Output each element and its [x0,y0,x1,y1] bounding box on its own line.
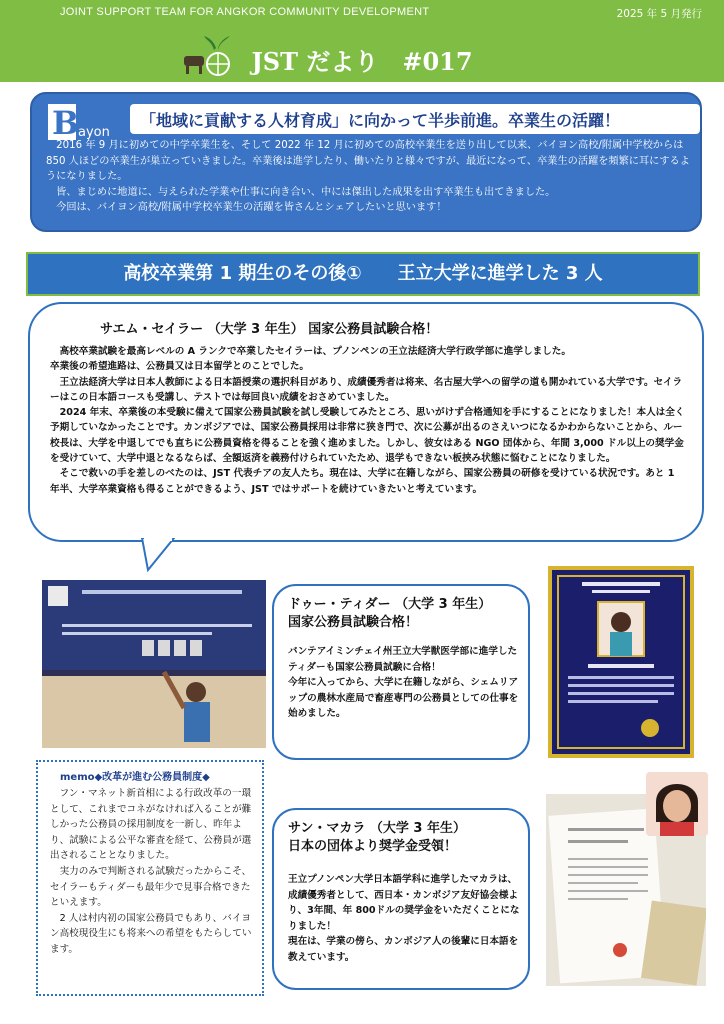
story-paragraph: 2024 年末、卒業後の本受験に備えて国家公務員試験を試し受験してみたところ、思いがけず合格通知を手にすることになりました！本人は全く予期していなかったことです。カンボジアでは、国家公務員採用は非常に狭き門で、次に公募が出るのさえいつになるかわからないことから、ルー校長は、大学を中退してでも直ちに公務員資格を得ることを強く進めました。しかし、彼女はある NGO 団体から、年間 3,000 ドル以上の奨学金を受けていて、大学中退となるならば、全額返済を義務付けられていたため、退学もできない板挟み状態に悩むことになりました。 [50,407,685,465]
story-paragraph: そこで救いの手を差しのべたのは、JST 代表チアの友人たち。現在は、大学に在籍しながら、国家公務員の研修を受けている状況です。あと 1 年半、大学卒業資格も得ることができるよう、JST ではサポートを続けていきたいと考えています。 [50,468,675,495]
bayon-logo-icon [46,102,132,142]
story-makara-heading-line1: サン・マカラ （大学 3 年生） [288,821,466,836]
intro-paragraph: 今回は、バイヨン高校/附属中学校卒業生の活躍を皆さんとシェアしたいと思います！ [46,202,447,213]
story-makara-heading [288,820,466,856]
memo-box [36,760,264,996]
story-seila-bubble [28,302,704,542]
story-makara-heading-line2: 日本の団体より奨学金受領！ [288,839,458,854]
intro-paragraph: 皆、まじめに地道に、与えられた学業や仕事に向き合い、中には傑出した成果を出す卒業生も出てきました。 [46,186,556,198]
story-tida-heading [288,596,491,632]
svg-text:B: B [52,104,80,142]
student-portrait-photo [646,772,708,836]
speech-bubble-tail-icon [140,538,180,572]
page-title: JST だより #017 [251,47,473,76]
story-paragraph: 王立法経済大学は日本人教師による日本語授業の選択科目があり、成績優秀者は将来、名古屋大学への留学の道も開かれている大学です。セイラーはこの日本語コースも受講し、テストでは毎回良い成績をおさめていました。 [50,376,683,403]
story-seila-text [50,344,686,497]
story-seila-heading: サエム・セイラー （大学 3 年生） 国家公務員試験合格！ [100,322,439,337]
story-tida-heading-line1: ドゥー・ティダー （大学 3 年生） [288,597,492,612]
header-bar [0,0,724,82]
intro-paragraph: 2016 年 9 月に初めての中学卒業生を、そして 2022 年 12 月に初めての高校卒業生を送り出して以来、バイヨン高校/附属中学校からは 850 人ほどの卒業生が巣立っていきました。卒業後は進学したり、働いたりと様々ですが、最近になって、卒業生の活躍を頻繁に耳にするようになりました。 [46,140,690,182]
story-makara-text: 王立プノンペン大学日本語学科に進学したマカラは、成績優秀者として、西日本・カンボジア友好協会様より、3年間、年 800ドルの奨学金をいただくことになりました！ 現在は、学業の傍ら、カンボジア人の後輩に日本語を教えています。 [288,874,520,963]
story-makara-bubble [272,808,530,990]
certificate-photo [548,566,694,758]
intro-headline: 「地域に貢献する人材育成」に向かって半歩前進。卒業生の活躍！ [130,104,700,134]
story-paragraph: 卒業後の希望進路は、公務員又は日本留学とのことでした。 [50,361,310,373]
intro-body [46,138,694,216]
section-banner [26,252,700,296]
bayon-logo-text: ayon [78,125,110,140]
story-tida-bubble [272,584,530,760]
ceremony-photo [42,580,266,748]
org-name: JOINT SUPPORT TEAM FOR ANGKOR COMMUNITY DEVELOPMENT [60,6,430,18]
section-banner-text: 高校卒業第 1 期生のその後① 王立大学に進学した 3 人 [123,263,603,284]
story-tida-text: バンテアイミンチェイ州王立大学獣医学部に進学したティダーも国家公務員試験に合格！ 今年に入ってから、大学に在籍しながら、シェムリアップの農林水産局で畜産専門の公務員としての仕事を始めました。 [288,646,519,720]
memo-paragraph: 2 人は村内初の国家公務員でもあり、バイヨン高校現役生にも将来への希望をもたらしています。 [50,912,252,955]
memo-paragraph: 実力のみで判断される試験だったからこそ、セイラーもティダーも最年少で見事合格できたといえます。 [50,865,252,909]
intro-box [30,92,702,232]
issue-date: 2025 年 5 月発行 [616,8,702,20]
memo-heading: memo◆改革が進む公務員制度◆ [60,772,210,783]
story-tida-heading-line2: 国家公務員試験合格！ [288,615,419,630]
story-paragraph: 高校卒業試験を最高レベルの A ランクで卒業したセイラーは、プノンペンの王立法経済大学行政学部に進学しました。 [59,346,571,357]
memo-paragraph: フン・マネット新首相による行政改革の一環として、これまでコネがなければ入ることが難しかった公務員の採用制度を一新し、昨年より、試験による公平な審査を経て、公務員が選出されることとなりました。 [50,788,252,862]
memo-text [50,786,256,958]
